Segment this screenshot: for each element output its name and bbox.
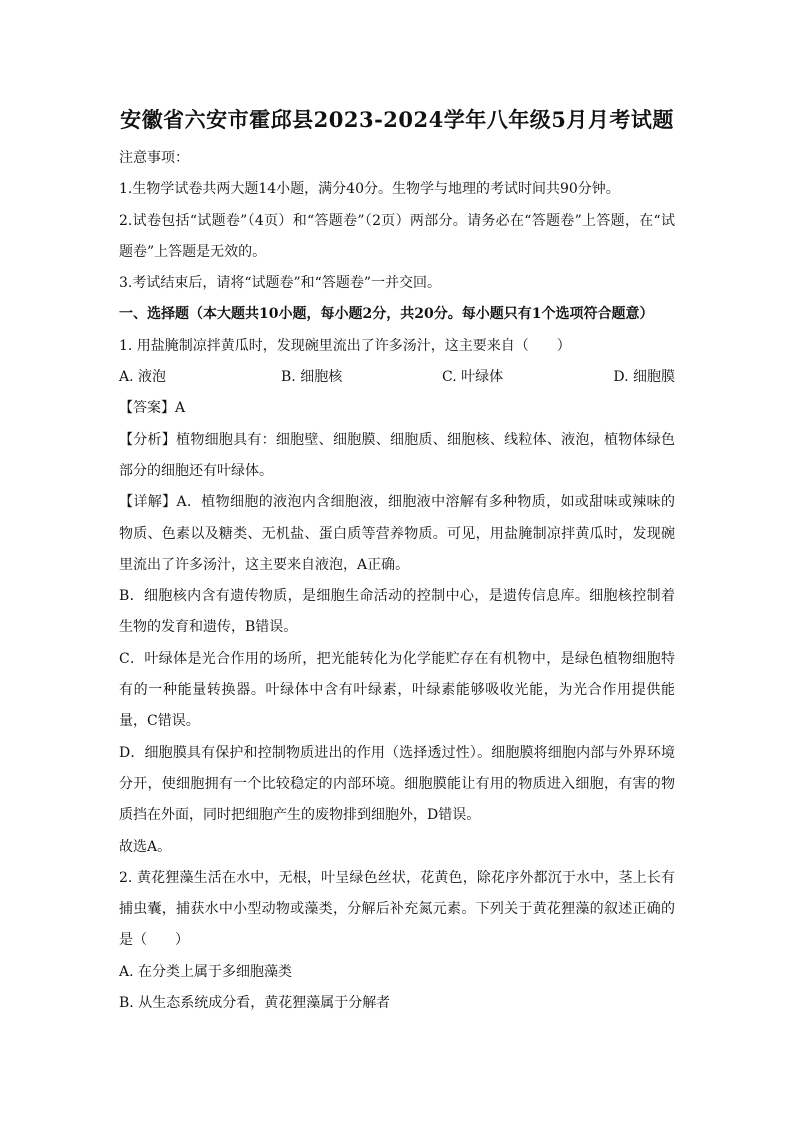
q1-detail-8: 量，C错误。 xyxy=(119,713,200,730)
notice-heading: 注意事项： xyxy=(119,150,189,166)
q1-detail-10: 分开，使细胞拥有一个比较稳定的内部环境。细胞膜能让有用的物质进入细胞，有害的物 xyxy=(119,775,675,792)
q1-answer: 【答案】A xyxy=(119,400,186,417)
q1-detail-9: D．细胞膜具有保护和控制物质进出的作用（选择透过性）。细胞膜将细胞内部与外界环境 xyxy=(119,744,675,761)
q1-detail-6: C．叶绿体是光合作用的场所，把光能转化为化学能贮存在有机物中，是绿色植物细胞特 xyxy=(119,650,675,667)
q1-analysis-1: 【分析】植物细胞具有：细胞壁、细胞膜、细胞质、细胞核、线粒体、液泡，植物体绿色 xyxy=(119,431,675,448)
q2-option-b: B. 从生态系统成分看，黄花狸藻属于分解者 xyxy=(119,995,391,1012)
q1-analysis-2: 部分的细胞还有叶绿体。 xyxy=(119,462,273,479)
q1-option-a: A. 液泡 xyxy=(119,369,167,386)
q1-option-b: B. 细胞核 xyxy=(281,369,343,386)
q1-detail-3: 里流出了许多汤汁，这主要来自液泡，A正确。 xyxy=(119,556,410,573)
q1-detail-1: 【详解】A．植物细胞的液泡内含细胞液，细胞液中溶解有多种物质，如或甜味或辣味的 xyxy=(119,494,675,511)
q2-stem-1: 2. 黄花狸藻生活在水中，无根，叶呈绿色丝状，花黄色，除花序外都沉于水中，茎上长有 xyxy=(119,869,675,886)
q1-detail-4: B．细胞核内含有遗传物质，是细胞生命活动的控制中心，是遗传信息库。细胞核控制着 xyxy=(119,588,675,605)
notice-item-1: 1.生物学试卷共两大题14小题，满分40分。生物学与地理的考试时间共90分钟。 xyxy=(119,181,620,198)
q1-option-c: C. 叶绿体 xyxy=(442,369,504,386)
q1-conclusion: 故选A。 xyxy=(119,838,172,855)
q1-detail-7: 有的一种能量转换器。叶绿体中含有叶绿素，叶绿素能够吸收光能，为光合作用提供能 xyxy=(119,682,675,699)
q2-option-a: A. 在分类上属于多细胞藻类 xyxy=(119,963,293,980)
q1-detail-2: 物质、色素以及糖类、无机盐、蛋白质等营养物质。可见，用盐腌制凉拌黄瓜时，发现碗 xyxy=(119,525,675,542)
q2-stem-2: 捕虫囊，捕获水中小型动物或藻类，分解后补充氮元素。下列关于黄花狸藻的叙述正确的 xyxy=(119,901,675,918)
q1-options xyxy=(119,362,675,393)
q2-stem-3: 是（ ） xyxy=(119,932,189,949)
notice-item-3: 3.考试结束后，请将“试题卷”和“答题卷”一并交回。 xyxy=(119,275,441,292)
document-body xyxy=(119,143,675,1019)
q1-option-d: D. 细胞膜 xyxy=(613,369,675,386)
notice-item-2: 2.试卷包括“试题卷”（4页）和“答题卷”（2页）两部分。请务必在“答题卷”上答题，在“试 xyxy=(119,212,675,229)
notice-item-2-cont: 题卷”上答题是无效的。 xyxy=(119,243,267,260)
q1-detail-5: 生物的发育和遗传，B错误。 xyxy=(119,619,298,636)
q1-detail-11: 质挡在外面，同时把细胞产生的废物排到细胞外，D错误。 xyxy=(119,807,481,824)
section-heading: 一、选择题（本大题共10小题，每小题2分，共20分。每小题只有1个选项符合题意） xyxy=(119,306,654,323)
page-title: 安徽省六安市霍邱县2023-2024学年八年级5月月考试题 xyxy=(120,107,674,132)
q1-stem: 1. 用盐腌制凉拌黄瓜时，发现碗里流出了许多汤汁，这主要来自（ ） xyxy=(119,337,571,354)
